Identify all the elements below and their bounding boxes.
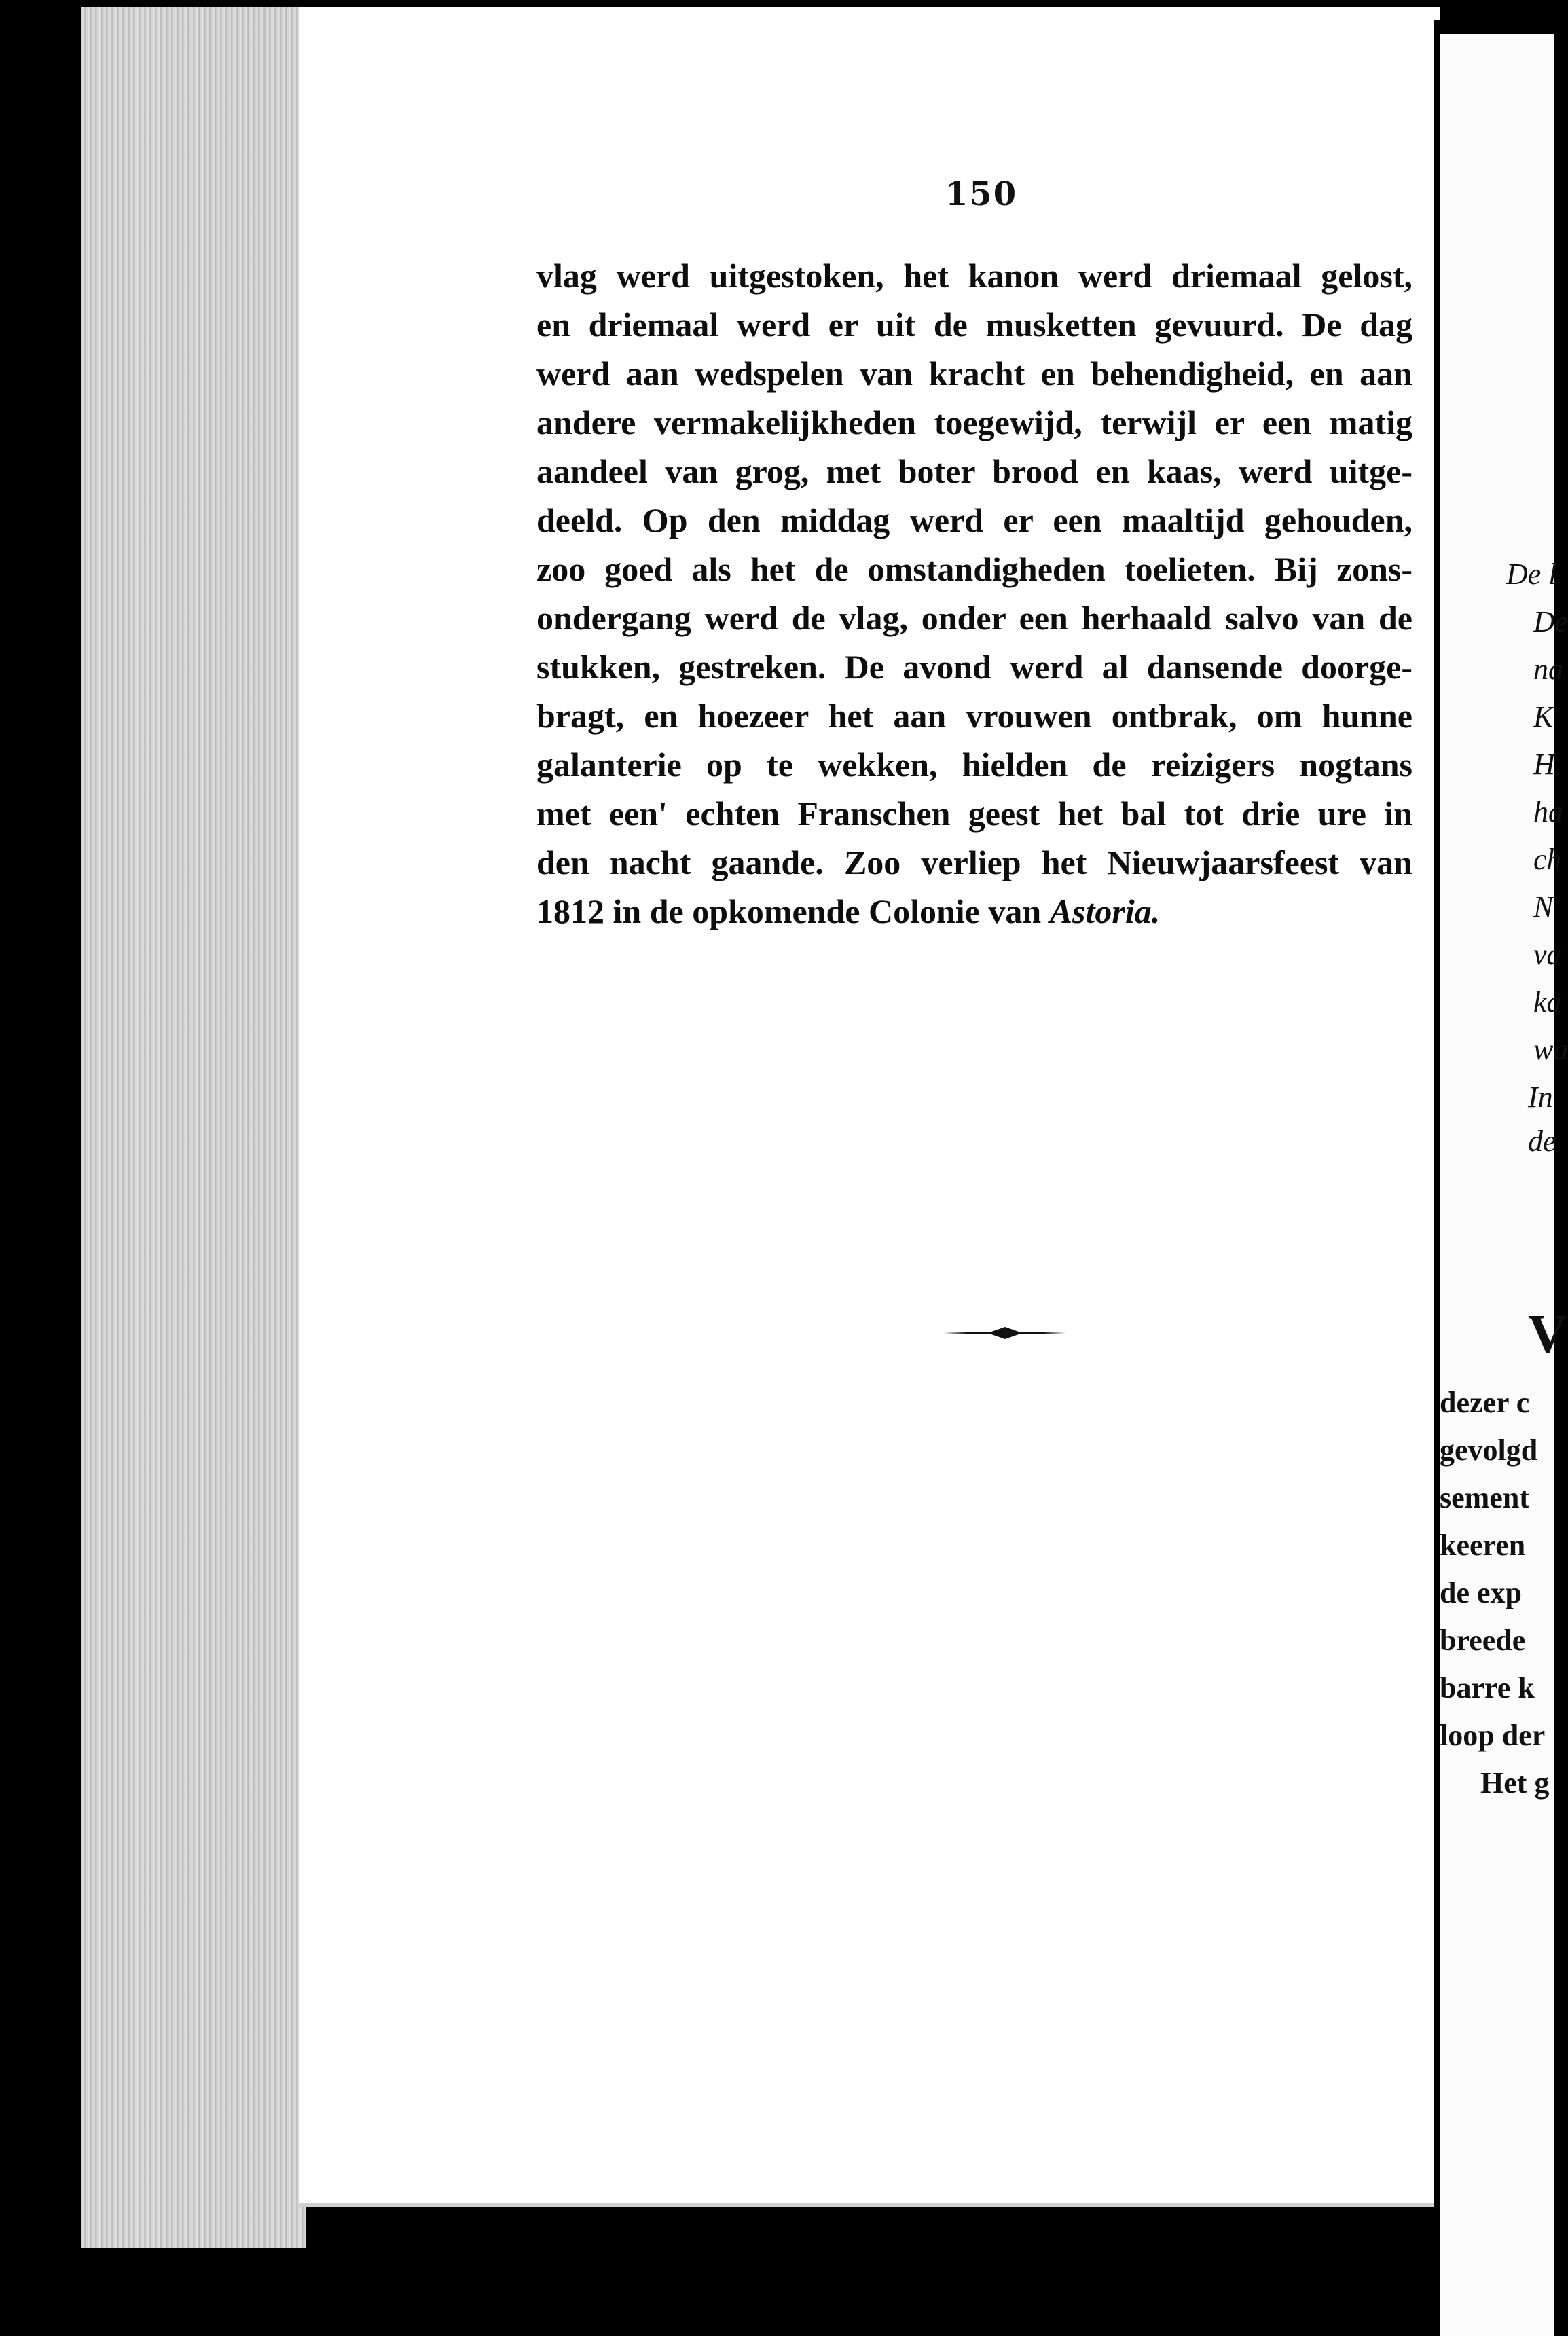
right-bold-line: dezer c	[1440, 1386, 1530, 1419]
right-italic-line: ka	[1533, 985, 1562, 1019]
text-line: vlag werd uitgestoken, het kanon werd driemaal gelost,	[536, 257, 1412, 295]
right-italic-line: de	[1528, 1125, 1556, 1158]
text-line: deeld. Op den middag werd er een maaltijd gehouden,	[536, 501, 1412, 539]
page-edge-stack	[81, 7, 306, 2248]
right-italic-line: ch	[1533, 843, 1562, 876]
right-bold-line: gevolgd	[1440, 1434, 1538, 1467]
text-line: aandeel van grog, met boter brood en kaas, werd uitge-	[536, 452, 1412, 490]
text-line: zoo goed als het de omstandigheden toelieten. Bij zons-	[536, 550, 1412, 588]
body-text	[536, 251, 1412, 936]
text-line: andere vermakelijkheden toegewijd, terwijl er een matig	[536, 403, 1412, 441]
right-italic-line: De	[1533, 605, 1568, 638]
text-line-last	[536, 887, 1412, 936]
right-page-text	[1440, 0, 1568, 2336]
right-bold-line: barre k	[1440, 1671, 1535, 1704]
right-bold-line: sement	[1440, 1481, 1529, 1514]
right-italic-line: va	[1533, 938, 1562, 971]
right-bold-line: de exp	[1440, 1576, 1522, 1609]
text-line: en driemaal werd er uit de musketten gevuurd. De dag	[536, 306, 1412, 344]
right-heading-letter: V	[1528, 1304, 1567, 1364]
right-italic-line: De l	[1506, 558, 1557, 591]
right-bold-line: loop der	[1440, 1719, 1546, 1752]
text-line: stukken, gestreken. De avond werd al dansende doorge-	[536, 648, 1412, 686]
right-italic-line: N	[1533, 890, 1554, 924]
right-bold-line: Het g	[1480, 1766, 1550, 1800]
text-line: ondergang werd de vlag, onder een herhaald salvo van de	[536, 599, 1412, 637]
text-line: werd aan wedspelen van kracht en behendigheid, en aan	[536, 354, 1412, 393]
right-italic-line: H	[1533, 748, 1555, 781]
right-italic-line: K	[1533, 700, 1554, 733]
text-line: den nacht gaande. Zoo verliep het Nieuwjaarsfeest van	[536, 843, 1412, 881]
text-line: galanterie op te wekken, hielden de reizigers nogtans	[536, 746, 1412, 784]
astoria-italic: Astoria.	[1049, 892, 1161, 930]
last-line-prefix: 1812 in de opkomende Colonie van	[536, 892, 1050, 930]
text-line: met een' echten Franschen geest het bal tot drie ure in	[536, 795, 1412, 833]
ornament-divider-icon	[944, 1323, 1066, 1343]
right-italic-line: na	[1533, 653, 1563, 686]
right-italic-line: In	[1528, 1080, 1553, 1114]
right-italic-line: ha	[1533, 795, 1563, 828]
right-bold-line: breede	[1440, 1624, 1526, 1657]
text-line: bragt, en hoezeer het aan vrouwen ontbrak, om hunne	[536, 697, 1412, 735]
right-bold-line: keeren	[1440, 1529, 1526, 1562]
right-italic-line: wa	[1533, 1033, 1568, 1066]
page-number: 150	[945, 175, 1018, 213]
